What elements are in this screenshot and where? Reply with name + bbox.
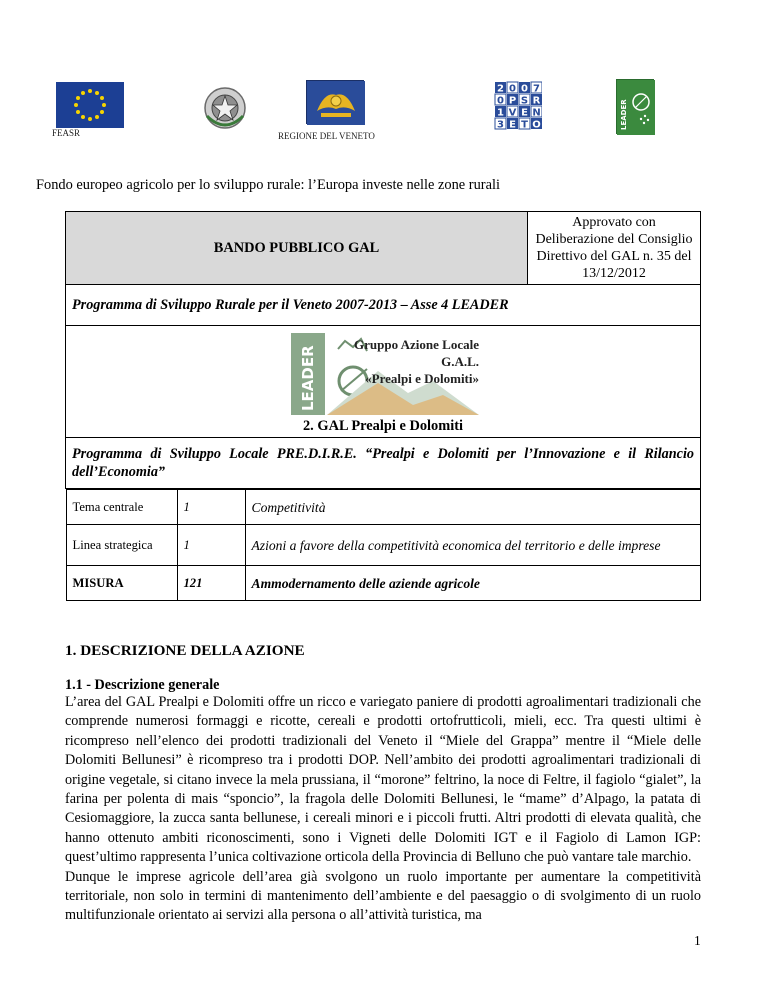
table-row xyxy=(66,490,700,525)
body-paragraph-2: Dunque le imprese agricole dell’area già svolgono un ruolo importante per aumentare la competitività territoriale, non solo in termini di mantenimento dell’ambiente e del paesaggio o di svolgimento di un ruolo multifunzionale orientato ai servizi alla persona o all’attività turistica, ma xyxy=(65,868,701,924)
programme-title: Programma di Sviluppo Rurale per il Veneto 2007-2013 – Asse 4 LEADER xyxy=(66,285,701,326)
psr-logo-char: R xyxy=(532,95,541,107)
psr-2007-logo xyxy=(494,80,542,132)
gal-name: 2. GAL Prealpi e Dolomiti xyxy=(302,417,464,434)
section-title: 1. DESCRIZIONE DELLA AZIONE xyxy=(65,642,305,659)
row-code: 1 xyxy=(177,490,245,525)
italian-republic-emblem xyxy=(203,84,247,132)
subsection-title: 1.1 - Descrizione generale xyxy=(65,677,220,693)
psl-title: Programma di Sviluppo Locale PRE.D.I.R.E. “Prealpi e Dolomiti per l’Innovazione e il Rilancio dell’Economia” xyxy=(66,438,701,489)
psr-logo-char: V xyxy=(508,107,517,119)
approval-note: Approvato con Deliberazione del Consiglio Direttivo del GAL n. 35 del 13/12/2012 xyxy=(528,212,701,285)
gal-logo-line2: G.A.L. xyxy=(441,353,479,369)
gal-logo-line3: «Prealpi e Dolomiti» xyxy=(365,370,479,386)
psr-logo-char: 2 xyxy=(497,83,504,95)
gal-logo-line1: Gruppo Azione Locale xyxy=(354,336,479,352)
fund-subtitle: Fondo europeo agricolo per lo sviluppo rurale: l’Europa investe nelle zone rurali xyxy=(36,177,500,193)
psr-logo-char: S xyxy=(520,95,529,107)
bando-header-box xyxy=(65,211,701,601)
feasr-caption: FEASR xyxy=(52,128,81,138)
eu-flag-logo xyxy=(56,82,124,128)
psr-logo-char: P xyxy=(508,95,517,107)
body-text xyxy=(65,693,701,926)
bando-title: BANDO PUBBLICO GAL xyxy=(66,212,528,285)
gal-prealpi-logo xyxy=(283,331,483,416)
regione-veneto-logo xyxy=(306,80,364,124)
row-label: MISURA xyxy=(66,566,177,601)
row-code: 1 xyxy=(177,525,245,566)
psr-logo-char: 1 xyxy=(497,107,504,119)
body-paragraph-1: L’area del GAL Prealpi e Dolomiti offre un ricco e variegato paniere di prodotti agroalimentari tradizionali che comprende numerosi formaggi e ricotte, cereali e prodotti ortofrutticoli, mieli, ecc. Tra questi ultimi è ricompreso nell’elenco dei prodotti tradizionali del Veneto il “Miele del Grappa” mentre il “Miele delle Dolomiti Bellunesi” è ricompreso tra i prodotti DOP. Nell’ambito dei prodotti agroalimentari tradizionali di origine vegetale, si citano invece la mela prussiana, il “morone” feltrino, la noce di Feltre, il fagiolo “gialet”, la farina per polenta di mais “sponcio”, la fragola delle Dolomiti Bellunesi, le “mame” d’Alpago, la patata di Cesiomaggiore, la zucca santa bellunese, i cereali minori e i piccoli frutti. Altri prodotti di elevata qualità, che hanno ottenuto ambiti riconoscimenti, sono i Vigneti delle Dolomiti IGT e il Fagiolo di Lamon IGP: quest’ultimo rappresenta l’unica coltivazione orticola della Provincia di Belluno che può vantare tale marchio. xyxy=(65,694,701,866)
row-label: Linea strategica xyxy=(66,525,177,566)
regione-caption: REGIONE DEL VENETO xyxy=(278,131,375,141)
psr-logo-char: T xyxy=(521,119,528,131)
gal-logo-cell xyxy=(66,326,701,438)
table-row xyxy=(66,525,700,566)
row-code: 121 xyxy=(177,566,245,601)
leader-small-logo xyxy=(616,79,654,134)
page-number: 1 xyxy=(694,933,701,948)
psr-logo-char: 0 xyxy=(509,83,516,95)
psr-logo-char: O xyxy=(532,119,541,131)
psr-logo-char: 7 xyxy=(533,83,540,95)
psr-logo-char: 3 xyxy=(497,119,504,131)
row-text: Azioni a favore della competitività economica del territorio e delle imprese xyxy=(245,525,700,566)
psr-logo-char: E xyxy=(509,119,516,131)
leader-small-text: LEADER xyxy=(620,99,628,130)
table-row xyxy=(66,566,700,601)
psr-logo-char: E xyxy=(521,107,528,119)
row-label: Tema centrale xyxy=(66,490,177,525)
row-text: Ammodernamento delle aziende agricole xyxy=(245,566,700,601)
psr-logo-char: N xyxy=(532,107,541,119)
psr-logo-char: 0 xyxy=(521,83,528,95)
gal-logo-vertical-text: LEADER xyxy=(299,344,317,411)
measure-table xyxy=(66,489,701,601)
psr-logo-char: 0 xyxy=(497,95,504,107)
row-text: Competitività xyxy=(245,490,700,525)
